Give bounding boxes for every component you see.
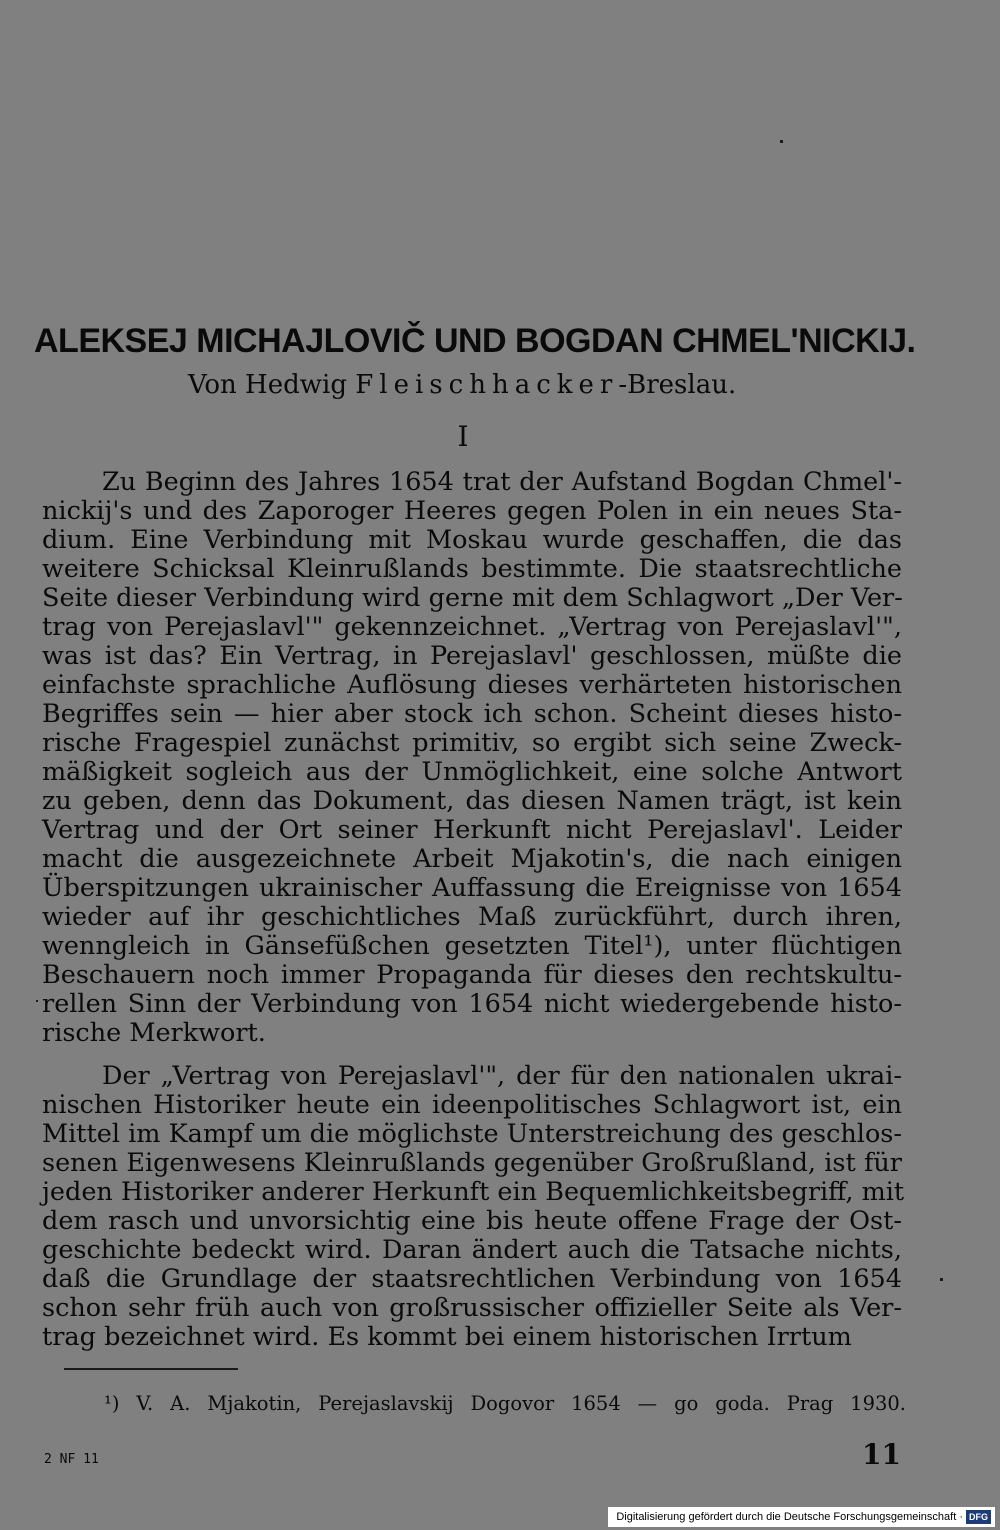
text-line: trag bezeichnet wird. Es kommt bei einem historischen Irrtum xyxy=(42,1322,852,1352)
author-name: Fleischhacker xyxy=(355,370,619,400)
digitization-note xyxy=(608,1507,995,1527)
text-line: macht die ausgezeichnete Arbeit Mjakotin's, die nach einigen xyxy=(42,844,902,874)
scan-speck xyxy=(780,140,783,143)
text-line: rische Fragespiel zunächst primitiv, so ergibt sich seine Zweck- xyxy=(42,728,902,758)
printer-signature: 2 NF 11 xyxy=(44,1452,99,1467)
text-line: nickij's und des Zaporoger Heeres gegen Polen in ein neues Sta- xyxy=(42,496,902,526)
text-line: Mittel im Kampf um die möglichste Unterstreichung des geschlos- xyxy=(42,1119,902,1149)
byline-prefix: Von Hedwig xyxy=(188,370,347,400)
text-line: Der „Vertrag von Perejaslavl'", der für den nationalen ukrai- xyxy=(102,1061,902,1091)
text-line: rische Merkwort. xyxy=(42,1018,266,1048)
text-line: senen Eigenwesens Kleinrußlands gegenüber Großrußland, ist für xyxy=(42,1148,902,1178)
digitization-text: Digitalisierung gefördert durch die Deutsche Forschungsgemeinschaft · xyxy=(616,1511,963,1523)
text-line: rellen Sinn der Verbindung von 1654 nicht wiedergebende histo- xyxy=(42,989,902,1019)
paragraph-1 xyxy=(42,468,902,1048)
text-line: was ist das? Ein Vertrag, in Perejaslavl' geschlossen, müßte die xyxy=(42,641,902,671)
text-line: Seite dieser Verbindung wird gerne mit dem Schlagwort „Der Ver- xyxy=(42,583,903,613)
text-line: mäßigkeit sogleich aus der Unmöglichkeit, eine solche Antwort xyxy=(42,757,902,787)
section-number: I xyxy=(457,420,469,453)
text-line: jeden Historiker anderer Herkunft ein Bequemlichkeitsbegriff, mit xyxy=(42,1177,905,1207)
text-line: daß die Grundlage der staatsrechtlichen Verbindung von 1654 xyxy=(42,1264,902,1294)
text-line: Zu Beginn des Jahres 1654 trat der Aufstand Bogdan Chmel'- xyxy=(102,467,902,497)
byline xyxy=(188,370,736,400)
text-line: Begriffes sein — hier aber stock ich schon. Scheint dieses histo- xyxy=(42,699,902,729)
text-line: nischen Historiker heute ein ideenpolitisches Schlagwort ist, ein xyxy=(42,1090,902,1120)
text-line: einfachste sprachliche Auflösung dieses verhärteten historischen xyxy=(42,670,902,700)
footnote: ¹) V. A. Mjakotin, Perejaslavskij Dogovor 1654 — go goda. Prag 1930. xyxy=(104,1392,906,1415)
footnote-divider xyxy=(64,1368,238,1370)
article-title: ALEKSEJ MICHAJLOVIČ UND BOGDAN CHMEL'NICKIJ. xyxy=(34,322,916,360)
text-line: Überspitzungen ukrainischer Auffassung die Ereignisse von 1654 xyxy=(42,873,902,903)
dfg-logo-icon: DFG xyxy=(966,1510,991,1524)
scan-speck xyxy=(36,1000,38,1002)
text-line: wenngleich in Gänsefüßchen gesetzten Titel¹), unter flüchtigen xyxy=(42,931,902,961)
text-line: zu geben, denn das Dokument, das diesen Namen trägt, ist kein xyxy=(42,786,902,816)
byline-suffix: -Breslau. xyxy=(618,370,737,400)
text-line: wieder auf ihr geschichtliches Maß zurückführt, durch ihren, xyxy=(42,902,902,932)
text-line: dem rasch und unvorsichtig eine bis heute offene Frage der Ost- xyxy=(42,1206,902,1236)
page-number: 11 xyxy=(862,1438,901,1471)
paragraph-2 xyxy=(42,1061,905,1352)
scan-speck xyxy=(940,1278,943,1281)
text-line: dium. Eine Verbindung mit Moskau wurde geschaffen, die das xyxy=(42,525,902,555)
text-line: weitere Schicksal Kleinrußlands bestimmte. Die staatsrechtliche xyxy=(42,554,902,584)
text-line: schon sehr früh auch von großrussischer offizieller Seite als Ver- xyxy=(42,1293,902,1323)
text-line: Vertrag und der Ort seiner Herkunft nicht Perejaslavl'. Leider xyxy=(42,815,902,845)
text-line: Beschauern noch immer Propaganda für dieses den rechtskultu- xyxy=(42,960,902,990)
text-line: trag von Perejaslavl'" gekennzeichnet. „Vertrag von Perejaslavl'", xyxy=(42,612,902,642)
text-line: geschichte bedeckt wird. Daran ändert auch die Tatsache nichts, xyxy=(42,1235,902,1265)
